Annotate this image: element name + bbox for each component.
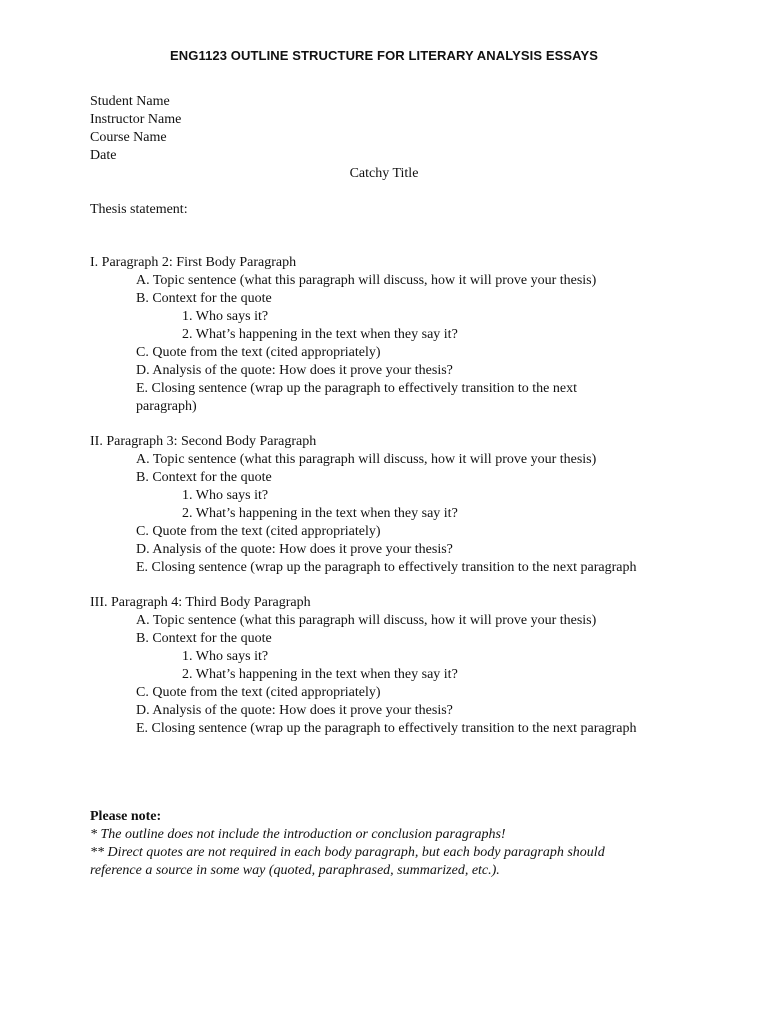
outline-subitem-1: 1. Who says it? <box>182 309 269 324</box>
note-heading: Please note: <box>90 809 162 824</box>
outline-item-e: E. Closing sentence (wrap up the paragraph to effectively transition to the next <box>136 381 577 396</box>
outline-subitem-1: 1. Who says it? <box>182 488 269 503</box>
course-name-line: Course Name <box>90 130 167 145</box>
section-heading: I. Paragraph 2: First Body Paragraph <box>90 255 297 270</box>
note-line-3: reference a source in some way (quoted, paraphrased, summarized, etc.). <box>90 863 500 878</box>
outline-item-d: D. Analysis of the quote: How does it prove your thesis? <box>136 363 453 378</box>
outline-item-a: A. Topic sentence (what this paragraph will discuss, how it will prove your thesis) <box>136 273 597 288</box>
outline-item-c: C. Quote from the text (cited appropriately) <box>136 345 381 360</box>
outline-item-d: D. Analysis of the quote: How does it prove your thesis? <box>136 542 453 557</box>
section-heading: III. Paragraph 4: Third Body Paragraph <box>90 595 311 610</box>
outline-item-e: E. Closing sentence (wrap up the paragraph to effectively transition to the next paragraph <box>136 560 637 575</box>
outline-item-b: B. Context for the quote <box>136 631 272 646</box>
catchy-title: Catchy Title <box>349 166 419 181</box>
outline-item-a: A. Topic sentence (what this paragraph will discuss, how it will prove your thesis) <box>136 613 597 628</box>
outline-subitem-2: 2. What’s happening in the text when they say it? <box>182 327 458 342</box>
note-line-2: ** Direct quotes are not required in each body paragraph, but each body paragraph should <box>90 845 605 860</box>
outline-item-a: A. Topic sentence (what this paragraph will discuss, how it will prove your thesis) <box>136 452 597 467</box>
outline-item-c: C. Quote from the text (cited appropriately) <box>136 524 381 539</box>
document-title: ENG1123 OUTLINE STRUCTURE FOR LITERARY ANALYSIS ESSAYS <box>170 48 598 63</box>
outline-item-b: B. Context for the quote <box>136 470 272 485</box>
outline-item-c: C. Quote from the text (cited appropriately) <box>136 685 381 700</box>
instructor-name-line: Instructor Name <box>90 112 182 127</box>
outline-subitem-2: 2. What’s happening in the text when they say it? <box>182 667 458 682</box>
section-heading: II. Paragraph 3: Second Body Paragraph <box>90 434 317 449</box>
note-line-1: * The outline does not include the introduction or conclusion paragraphs! <box>90 827 506 842</box>
outline-item-e-continued: paragraph) <box>136 399 197 414</box>
outline-subitem-1: 1. Who says it? <box>182 649 269 664</box>
student-name-line: Student Name <box>90 94 170 109</box>
outline-item-b: B. Context for the quote <box>136 291 272 306</box>
outline-item-e: E. Closing sentence (wrap up the paragraph to effectively transition to the next paragraph <box>136 721 637 736</box>
outline-item-d: D. Analysis of the quote: How does it prove your thesis? <box>136 703 453 718</box>
outline-subitem-2: 2. What’s happening in the text when they say it? <box>182 506 458 521</box>
date-line: Date <box>90 148 117 163</box>
thesis-statement: Thesis statement: <box>90 202 188 217</box>
